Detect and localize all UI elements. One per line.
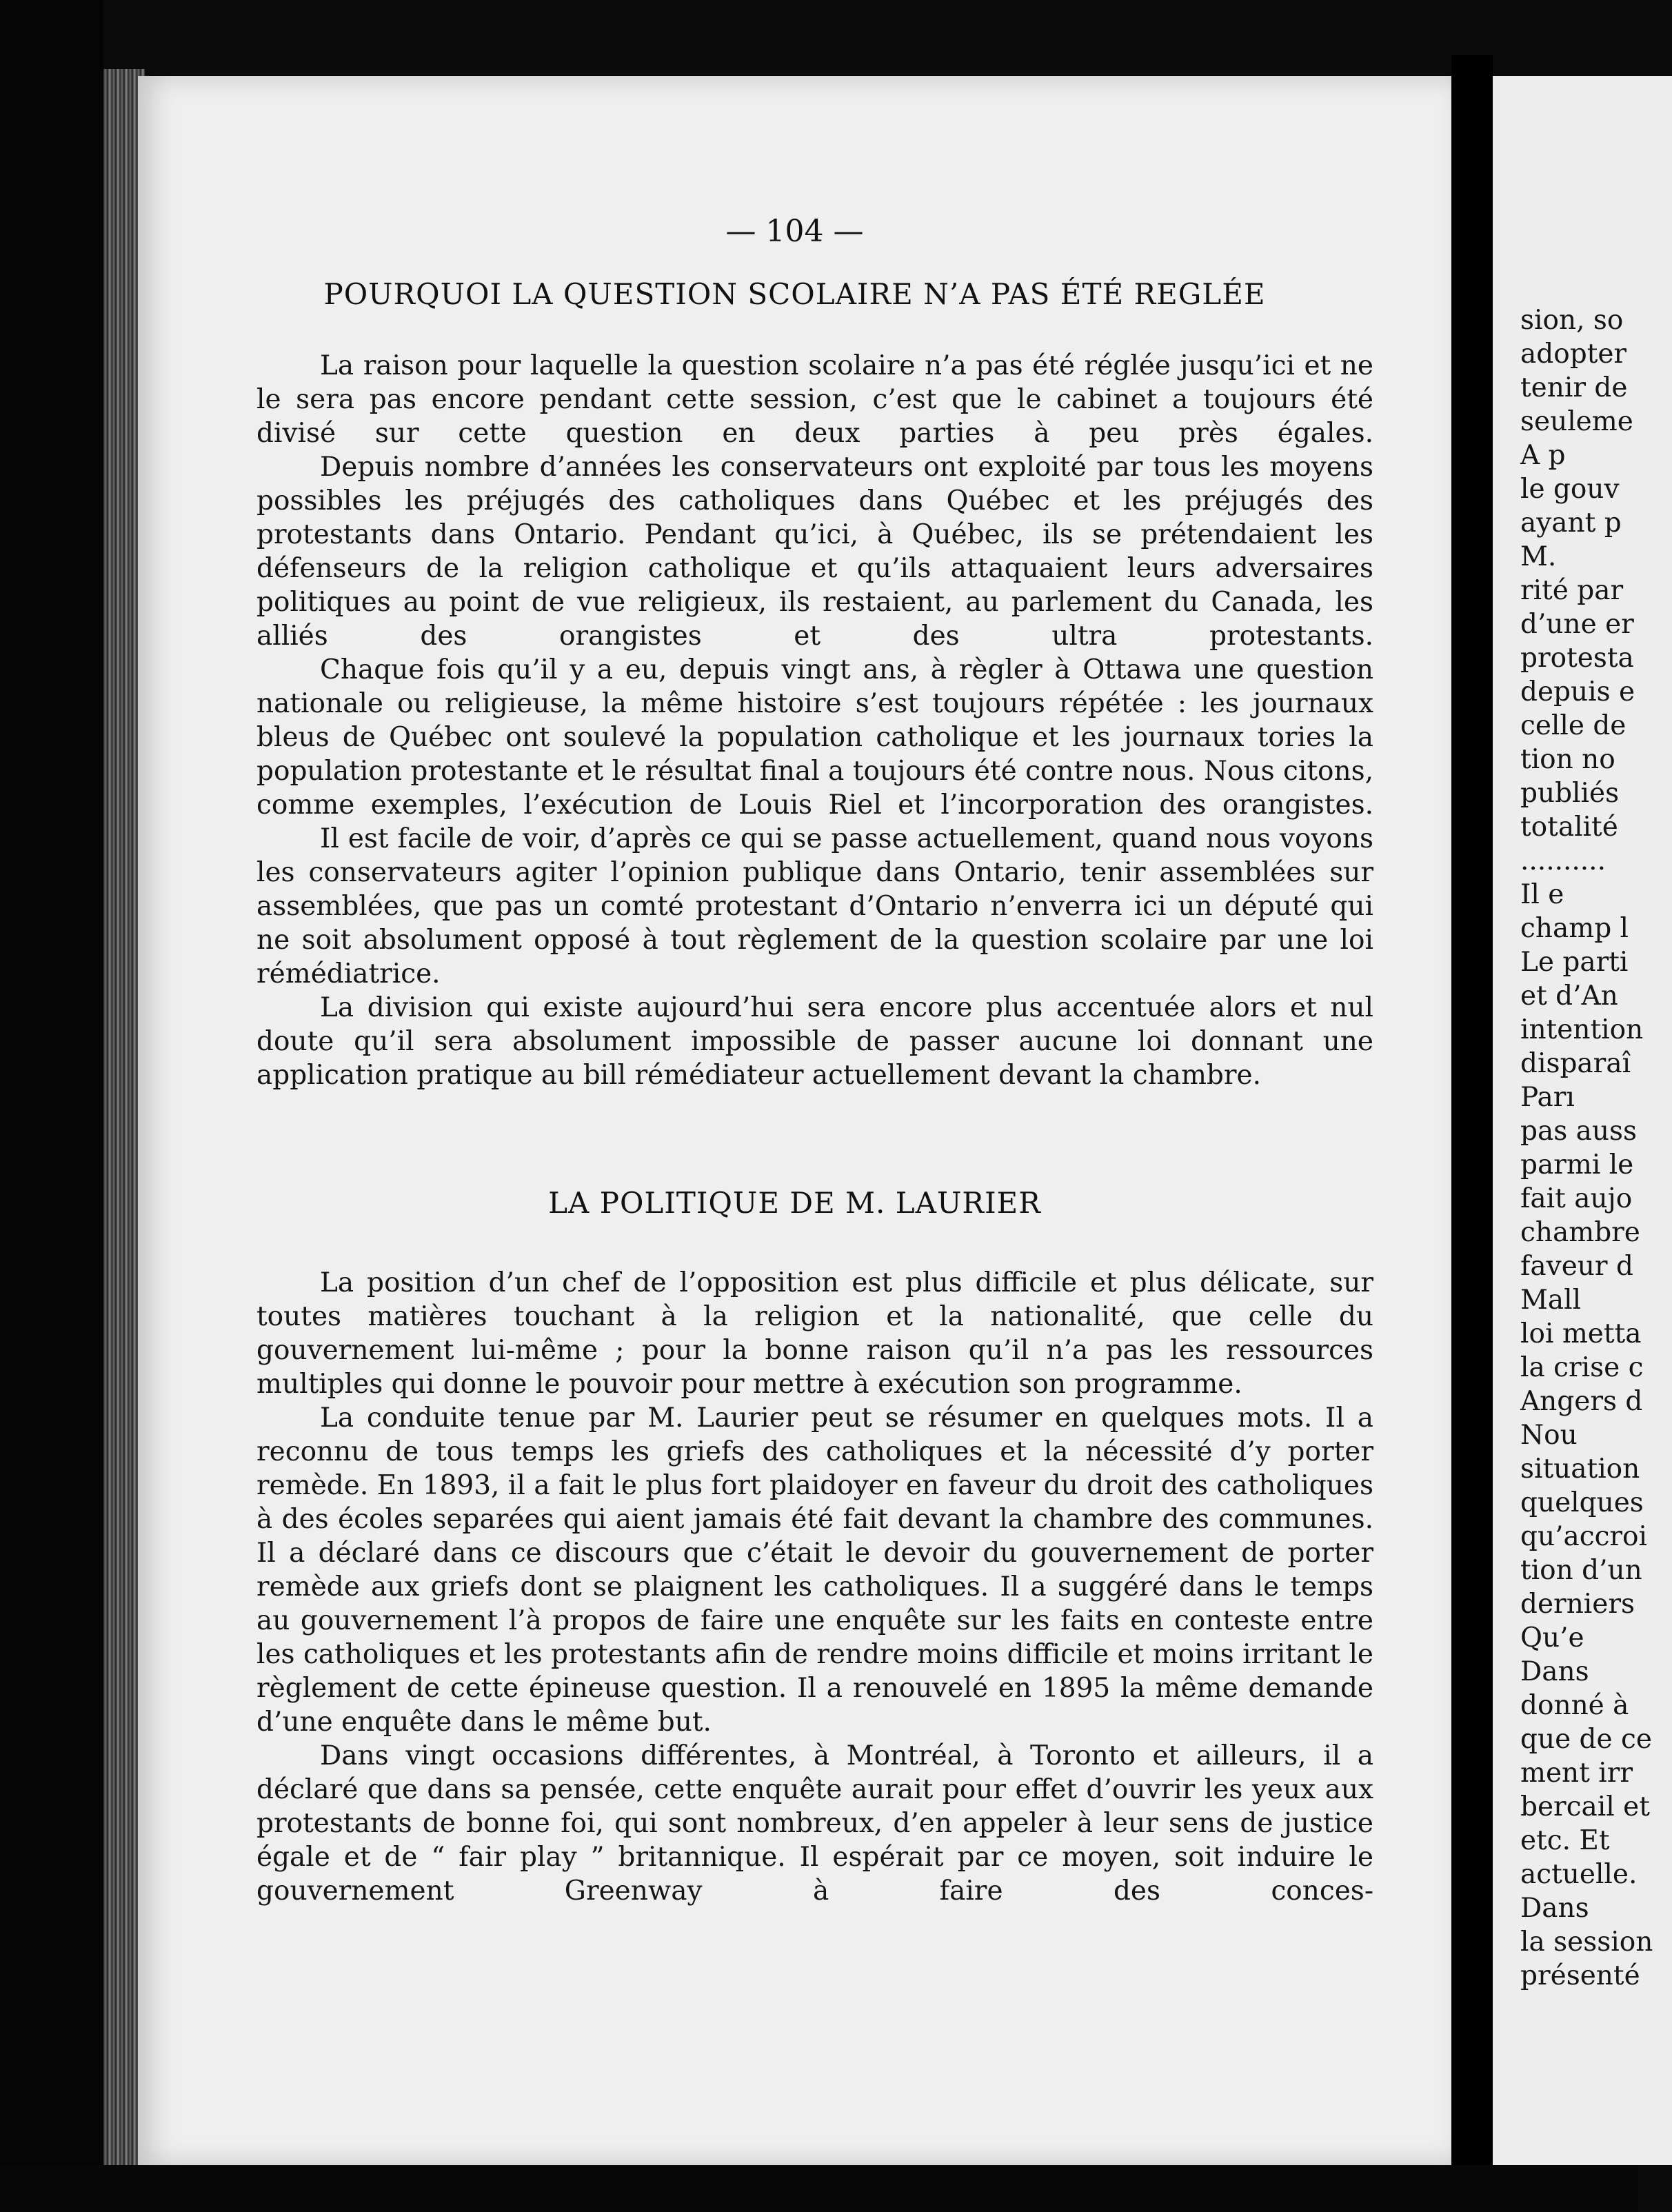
- adjacent-page-line: d’une er: [1520, 609, 1634, 640]
- adjacent-page-line: champ l: [1520, 913, 1629, 944]
- adjacent-page-line: bercail et: [1520, 1791, 1650, 1822]
- adjacent-page-fragment: [1493, 76, 1672, 2165]
- adjacent-page-line: Il e: [1520, 879, 1564, 910]
- adjacent-page-line: protesta: [1520, 643, 1634, 674]
- adjacent-page-line: ayant p: [1520, 507, 1622, 539]
- section-body: [256, 349, 1373, 1092]
- adjacent-page-line: Angers d: [1520, 1386, 1643, 1417]
- adjacent-page-line: donné à: [1520, 1690, 1629, 1721]
- paragraph: La position d’un chef de l’opposition est plus difficile et plus délicate, sur toutes matières touchant à la religion et la nationalité, que celle du gouvernement lui-même ; pour la bonne raison qu’il n’a pas les ressources multiples qui donne le pouvoir pour mettre à exécution son programme.: [256, 1267, 1373, 1400]
- adjacent-page-line: A p: [1520, 440, 1566, 471]
- adjacent-page-line: ment irr: [1520, 1758, 1633, 1789]
- adjacent-page-line: Mall: [1520, 1285, 1582, 1316]
- adjacent-page-line: celle de: [1520, 710, 1626, 741]
- adjacent-page-line: disparaî: [1520, 1048, 1631, 1079]
- adjacent-page-line: tion no: [1520, 744, 1615, 775]
- adjacent-page-line: etc. Et: [1520, 1825, 1610, 1856]
- adjacent-page-line: Nou: [1520, 1420, 1578, 1451]
- adjacent-page-line: depuis e: [1520, 676, 1635, 707]
- adjacent-page-line: et d’An: [1520, 981, 1618, 1012]
- paragraph: La conduite tenue par M. Laurier peut se résumer en quelques mots. Il a reconnu de tous temps les griefs des catholiques et la nécessité d’y porter remède. En 1893, il a fait le plus fort plaidoyer en faveur du droit des catholiques à des écoles separées qui aient jamais été fait devant la chambre des communes. Il a déclaré dans ce discours que c’était le devoir du gouvernement de porter remède aux griefs dont se plaignent les catholiques. Il a suggéré dans le temps au gouvernement l’à propos de faire une enquête sur les faits en conteste entre les catholiques et les protestants afin de rendre moins difficile et moins irritant le règlement de cette épineuse question. Il a renouvelé en 1895 la même demande d’une enquête dans le même but.: [256, 1402, 1373, 1738]
- section-body: [256, 1266, 1373, 1908]
- scan-background-left: [0, 0, 103, 2212]
- adjacent-page-lines: [1520, 303, 1653, 1993]
- adjacent-page-line: Le parti: [1520, 947, 1629, 978]
- adjacent-page-line: sion, so: [1520, 305, 1624, 336]
- paragraph: Dans vingt occasions différentes, à Montréal, à Toronto et ailleurs, il a déclaré que dans sa pensée, cette enquête aurait pour effet d’ouvrir les yeux aux protestants de bonne foi, qui sont nombreux, d’en appeler à leur sens de justice égale et de “ fair play ” britannique. Il espérait par ce moyen, soit induire le gouvernement Greenway à faire des conces-: [256, 1740, 1373, 1907]
- scan-background-bottom: [0, 2165, 1638, 2212]
- paragraph: Chaque fois qu’il y a eu, depuis vingt ans, à règler à Ottawa une question nationale ou religieuse, la même histoire s’est toujours répétée : les journaux bleus de Québec ont soulevé la population catholique et les journaux tories la population protestante et le résultat final a toujours été contre nous. Nous citons, comme exemples, l’exécution de Louis Riel et l’incorporation des orangistes.: [256, 654, 1373, 821]
- paragraph: Il est facile de voir, d’après ce qui se passe actuellement, quand nous voyons les conservateurs agiter l’opinion publique dans Ontario, tenir assemblées sur assemblées, que pas un comté protestant d’Ontario n’enverra ici un député qui ne soit absolument opposé à tout règlement de la question scolaire par une loi rémédiatrice.: [256, 823, 1373, 989]
- adjacent-page-line: fait aujo: [1520, 1183, 1633, 1214]
- section-title: LA POLITIQUE DE M. LAURIER: [548, 1186, 1041, 1220]
- adjacent-page-line: actuelle.: [1520, 1859, 1638, 1890]
- adjacent-page-line: loi metta: [1520, 1318, 1642, 1349]
- adjacent-page-line: Dans: [1520, 1656, 1589, 1687]
- adjacent-page-line: ..........: [1520, 845, 1606, 876]
- adjacent-page-line: quelques: [1520, 1487, 1644, 1518]
- adjacent-page-line: qu’accroi: [1520, 1521, 1648, 1552]
- book-gutter: [1451, 55, 1493, 2212]
- paragraph: Depuis nombre d’années les conservateurs ont exploité par tous les moyens possibles les préjugés des catholiques dans Québec et les préjugés des protestants dans Ontario. Pendant qu’ici, à Québec, ils se prétendaient les défenseurs de la religion catholique et qu’ils attaquaient leurs adversaires politiques au point de vue religieux, ils restaient, au parlement du Canada, les alliés des orangistes et des ultra protestants.: [256, 452, 1373, 652]
- adjacent-page-line: la crise c: [1520, 1352, 1644, 1383]
- adjacent-page-line: adopter: [1520, 339, 1627, 370]
- adjacent-page-line: publiés: [1520, 778, 1620, 809]
- adjacent-page-line: totalité: [1520, 812, 1618, 843]
- adjacent-page-line: seuleme: [1520, 406, 1633, 437]
- adjacent-page-line: le gouv: [1520, 474, 1620, 505]
- section-title: POURQUOI LA QUESTION SCOLAIRE N’A PAS ÉTÉ REGLÉE: [323, 277, 1266, 311]
- adjacent-page-line: parmi le: [1520, 1149, 1634, 1180]
- adjacent-page-line: pas auss: [1520, 1116, 1638, 1147]
- adjacent-page-line: tion d’un: [1520, 1555, 1642, 1586]
- adjacent-page-line: que de ce: [1520, 1724, 1652, 1755]
- adjacent-page-line: Dans: [1520, 1893, 1589, 1924]
- adjacent-page-line: situation: [1520, 1454, 1640, 1485]
- adjacent-page-line: intention: [1520, 1014, 1644, 1045]
- page-number: — 104 —: [725, 214, 864, 249]
- paragraph: La raison pour laquelle la question scolaire n’a pas été réglée jusqu’ici et ne le sera pas encore pendant cette session, c’est que le cabinet a toujours été divisé sur cette question en deux parties à peu près égales.: [256, 350, 1373, 449]
- adjacent-page-line: derniers: [1520, 1589, 1635, 1620]
- adjacent-page-line: rité par: [1520, 575, 1624, 606]
- adjacent-page-line: la session: [1520, 1927, 1653, 1958]
- adjacent-page-line: M.: [1520, 541, 1557, 572]
- adjacent-page-line: présenté: [1520, 1960, 1640, 1991]
- paragraph: La division qui existe aujourd’hui sera encore plus accentuée alors et nul doute qu’il sera absolument impossible de passer aucune loi donnant une application pratique au bill rémédiateur actuellement devant la chambre.: [256, 992, 1373, 1091]
- adjacent-page-line: Qu’e: [1520, 1622, 1584, 1653]
- adjacent-page-line: Parı: [1520, 1082, 1575, 1113]
- book-page: [138, 76, 1451, 2165]
- adjacent-page-line: faveur d: [1520, 1251, 1633, 1282]
- adjacent-page-line: chambre: [1520, 1217, 1640, 1248]
- adjacent-page-line: tenir de: [1520, 372, 1628, 403]
